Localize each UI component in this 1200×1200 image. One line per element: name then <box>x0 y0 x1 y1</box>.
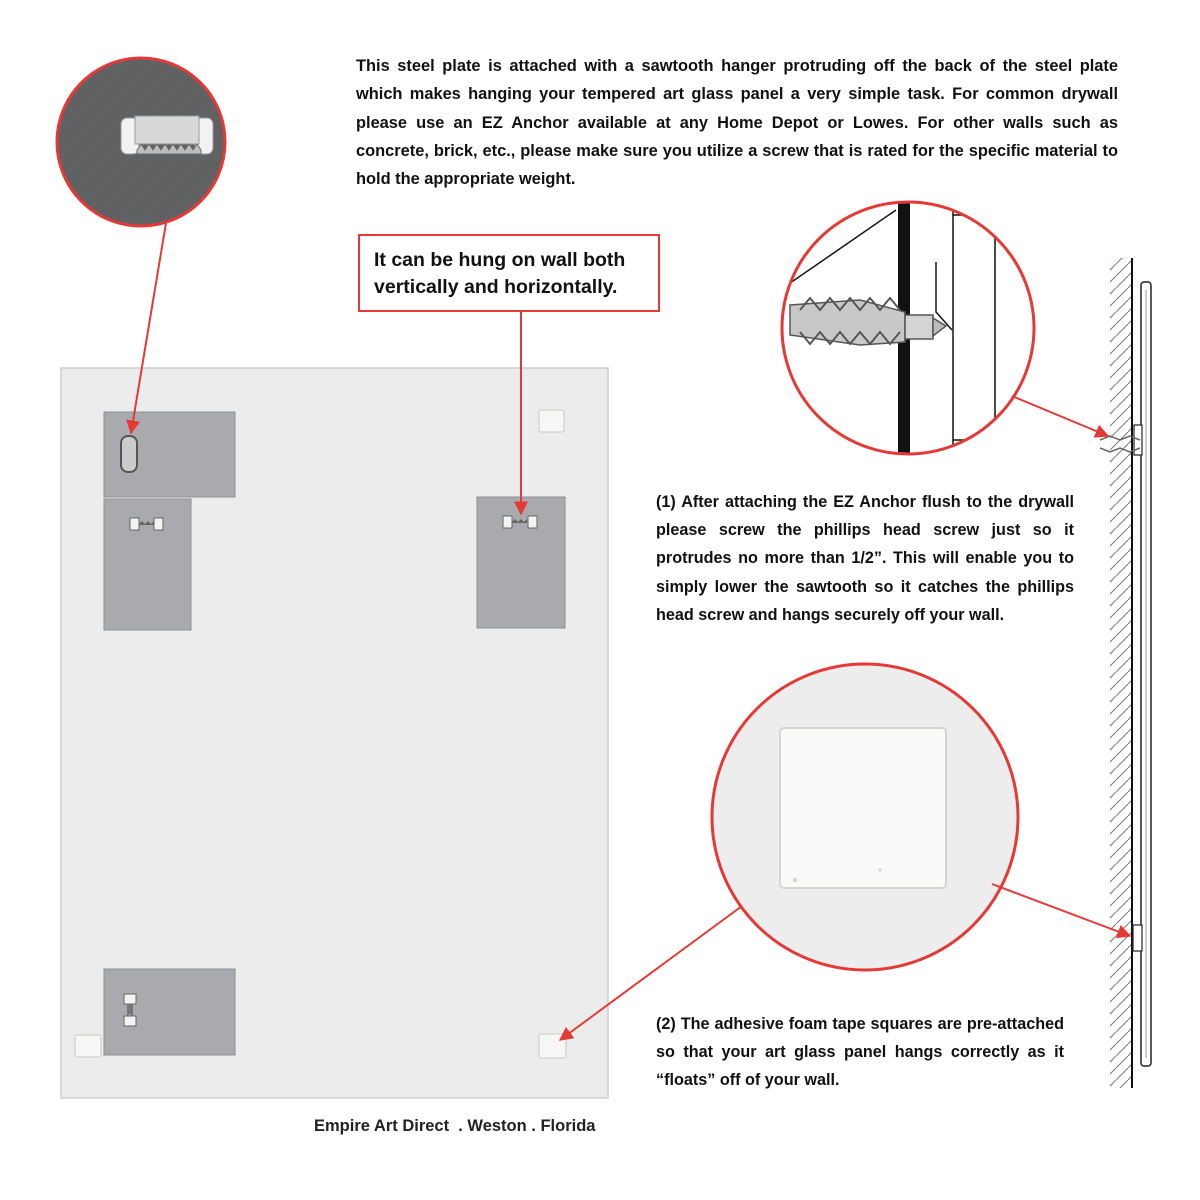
step-1-instructions: (1) After attaching the EZ Anchor flush to the drywall please screw the phillips head screw just so it protrudes no more than 1/2”. This will enable you to simply lower the sawtooth so it catches the phillips head screw and hangs securely off your wall. <box>656 493 1074 624</box>
orientation-callout: It can be hung on wall both vertically and horizontally. <box>358 234 660 312</box>
intro-paragraph: This steel plate is attached with a sawtooth hanger protruding off the back of the steel plate which makes hanging your tempered art glass panel a very simple task. For common drywall please use an EZ Anchor available at any Home Depot or Lowes. For other walls such as concrete, brick, etc., please make sure you utilize a screw that is rated for the specific material to hold the appropriate weight. <box>356 57 1118 189</box>
foam-square-bottom-left <box>75 1035 101 1057</box>
steel-plate-bottom-left <box>104 969 235 1055</box>
wall-side-profile <box>1100 258 1151 1088</box>
glass-panel-back <box>61 368 608 1098</box>
footer-credit: Empire Art Direct . Weston . Florida <box>314 1117 596 1135</box>
steel-plate-left <box>104 499 191 630</box>
arrow-anchor <box>1012 396 1108 436</box>
foam-square-top-right <box>539 410 564 432</box>
ez-anchor-zoom <box>780 200 1034 470</box>
arrow-foam-to-wall <box>992 884 1130 936</box>
step-2-instructions: (2) The adhesive foam tape squares are pre-attached so that your art glass panel hangs correctly as it “floats” off of your wall. <box>656 1015 1064 1090</box>
sawtooth-hanger-zoom <box>57 58 230 230</box>
steel-plate-right <box>477 497 565 628</box>
foam-tape-zoom <box>712 664 1018 970</box>
